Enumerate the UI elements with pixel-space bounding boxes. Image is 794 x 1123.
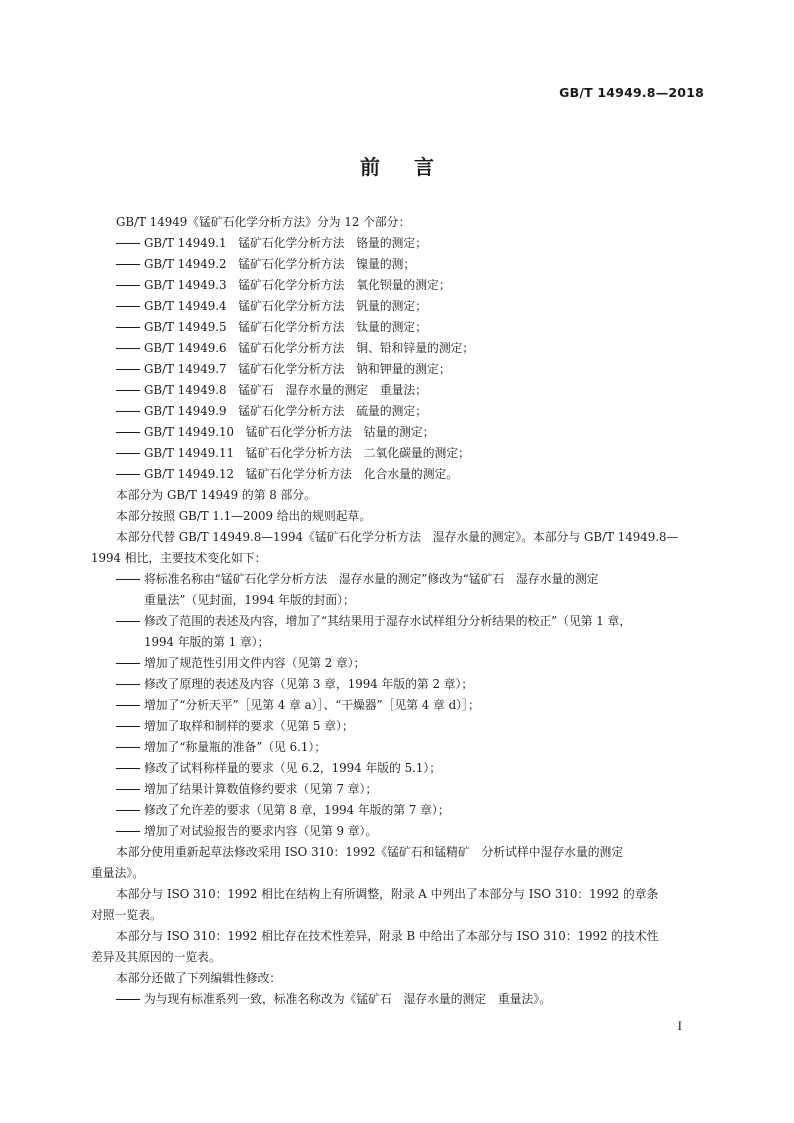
list-item-text: 增加了“称量瓶的准备”（见 6.1）；	[144, 740, 327, 754]
list-item-text: 增加了结果计算数值修约要求（见第 7 章）；	[144, 782, 378, 796]
em-dash-bullet	[116, 695, 144, 716]
em-dash-bullet	[116, 821, 144, 842]
part-list-item	[91, 464, 708, 485]
intro-paragraph: GB/T 14949《锰矿石化学分析方法》分为 12 个部分：	[116, 215, 411, 229]
part-list-item	[91, 359, 708, 380]
list-item-text: GB/T 14949.1 锰矿石化学分析方法 铬量的测定；	[144, 236, 428, 250]
em-dash-bullet	[116, 296, 144, 317]
part-list-item	[91, 422, 708, 443]
list-item-text: 为与现有标准系列一致，标准名称改为《锰矿石 湿存水量的测定 重量法》。	[144, 992, 551, 1006]
part-statement: 本部分为 GB/T 14949 的第 8 部分。	[116, 488, 316, 502]
em-dash-bullet	[116, 359, 144, 380]
change-list-item	[91, 569, 708, 590]
part-list-item	[91, 275, 708, 296]
list-item-text: GB/T 14949.5 锰矿石化学分析方法 钛量的测定；	[144, 320, 428, 334]
change-list-item-continuation: 1994 年版的第 1 章）；	[144, 635, 270, 649]
em-dash-bullet	[116, 611, 144, 632]
list-item-text: 增加了规范性引用文件内容（见第 2 章）；	[144, 656, 366, 670]
em-dash-bullet	[116, 233, 144, 254]
change-list-item	[91, 716, 708, 737]
editorial-statement: 本部分还做了下列编辑性修改：	[116, 971, 282, 985]
list-item-text: GB/T 14949.12 锰矿石化学分析方法 化合水量的测定。	[144, 467, 459, 481]
em-dash-bullet	[116, 779, 144, 800]
em-dash-bullet	[116, 569, 144, 590]
iso-statement-line1: 本部分使用重新起草法修改采用 ISO 310：1992《锰矿石和锰精矿 分析试样中湿存水量的测定	[116, 845, 624, 859]
list-item-text: 修改了允许差的要求（见第 8 章，1994 年版的第 7 章）；	[144, 803, 450, 817]
em-dash-bullet	[116, 464, 144, 485]
change-list-item	[91, 611, 708, 632]
page-title: 前言	[360, 155, 468, 179]
change-list-item	[91, 653, 708, 674]
changes-list	[91, 569, 708, 842]
part-list-item	[91, 338, 708, 359]
list-item-text: 修改了原理的表述及内容（见第 3 章，1994 年版的第 2 章）；	[144, 677, 474, 691]
change-list-item	[91, 821, 708, 842]
document-body	[91, 212, 708, 1010]
iso-statement-line2: 重量法》。	[91, 866, 145, 880]
annex-a-statement-line1: 本部分与 ISO 310：1992 相比在结构上有所调整，附录 A 中列出了本部分与 ISO 310：1992 的章条	[116, 887, 659, 901]
list-item-text: GB/T 14949.6 锰矿石化学分析方法 铜、铅和锌量的测定；	[144, 341, 475, 355]
em-dash-bullet	[116, 422, 144, 443]
part-list-item	[91, 380, 708, 401]
standard-code: GB/T 14949.8—2018	[559, 85, 704, 100]
annex-b-statement-line2: 差异及其原因的一览表。	[91, 950, 221, 964]
em-dash-bullet	[116, 338, 144, 359]
em-dash-bullet	[116, 716, 144, 737]
page-number: I	[677, 1018, 682, 1033]
editorial-list-item	[91, 989, 708, 1010]
em-dash-bullet	[116, 653, 144, 674]
change-list-item	[91, 758, 708, 779]
list-item-text: GB/T 14949.2 锰矿石化学分析方法 镍量的测；	[144, 257, 416, 271]
em-dash-bullet	[116, 317, 144, 338]
change-list-item	[91, 737, 708, 758]
list-item-text: GB/T 14949.7 锰矿石化学分析方法 钠和钾量的测定；	[144, 362, 451, 376]
part-list-item	[91, 317, 708, 338]
replacement-statement-line2: 1994 相比，主要技术变化如下：	[91, 551, 267, 565]
change-list-item	[91, 674, 708, 695]
annex-b-statement-line1: 本部分与 ISO 310：1992 相比存在技术性差异，附录 B 中给出了本部分与 ISO 310：1992 的技术性	[116, 929, 659, 943]
em-dash-bullet	[116, 737, 144, 758]
em-dash-bullet	[116, 989, 144, 1010]
annex-a-statement-line2: 对照一览表。	[91, 908, 162, 922]
parts-list	[91, 233, 708, 485]
em-dash-bullet	[116, 443, 144, 464]
list-item-text: GB/T 14949.8 锰矿石 湿存水量的测定 重量法；	[144, 383, 428, 397]
change-list-item-continuation: 重量法”（见封面，1994 年版的封面）；	[144, 593, 355, 607]
change-list-item	[91, 800, 708, 821]
list-item-text: GB/T 14949.4 锰矿石化学分析方法 钒量的测定；	[144, 299, 428, 313]
part-list-item	[91, 254, 708, 275]
list-item-text: GB/T 14949.10 锰矿石化学分析方法 钴量的测定；	[144, 425, 435, 439]
em-dash-bullet	[116, 800, 144, 821]
list-item-text: 增加了对试验报告的要求内容（见第 9 章）。	[144, 824, 378, 838]
em-dash-bullet	[116, 380, 144, 401]
em-dash-bullet	[116, 758, 144, 779]
replacement-statement-line1: 本部分代替 GB/T 14949.8—1994《锰矿石化学分析方法 湿存水量的测定》。本部分与 GB/T 14949.8—	[116, 530, 679, 544]
part-list-item	[91, 401, 708, 422]
part-list-item	[91, 296, 708, 317]
list-item-text: 修改了试料称样量的要求（见 6.2，1994 年版的 5.1）；	[144, 761, 442, 775]
list-item-text: GB/T 14949.9 锰矿石化学分析方法 硫量的测定；	[144, 404, 428, 418]
list-item-text: 增加了取样和制样的要求（见第 5 章）；	[144, 719, 354, 733]
list-item-text: 增加了“分析天平”［见第 4 章 a）］、“干燥器”［见第 4 章 d）］；	[144, 698, 480, 712]
rules-statement: 本部分按照 GB/T 1.1—2009 给出的规则起草。	[116, 509, 372, 523]
part-list-item	[91, 233, 708, 254]
list-item-text: 将标准名称由“锰矿石化学分析方法 湿存水量的测定”修改为“锰矿石 湿存水量的测定	[144, 572, 599, 586]
change-list-item	[91, 695, 708, 716]
change-list-item	[91, 779, 708, 800]
part-list-item	[91, 443, 708, 464]
list-item-text: 修改了范围的表述及内容，增加了“其结果用于湿存水试样组分分析结果的校正”（见第 1 章，	[144, 614, 632, 628]
editorial-list	[91, 989, 708, 1010]
em-dash-bullet	[116, 674, 144, 695]
em-dash-bullet	[116, 401, 144, 422]
em-dash-bullet	[116, 254, 144, 275]
em-dash-bullet	[116, 275, 144, 296]
list-item-text: GB/T 14949.3 锰矿石化学分析方法 氧化钡量的测定；	[144, 278, 451, 292]
list-item-text: GB/T 14949.11 锰矿石化学分析方法 二氧化碳量的测定；	[144, 446, 470, 460]
